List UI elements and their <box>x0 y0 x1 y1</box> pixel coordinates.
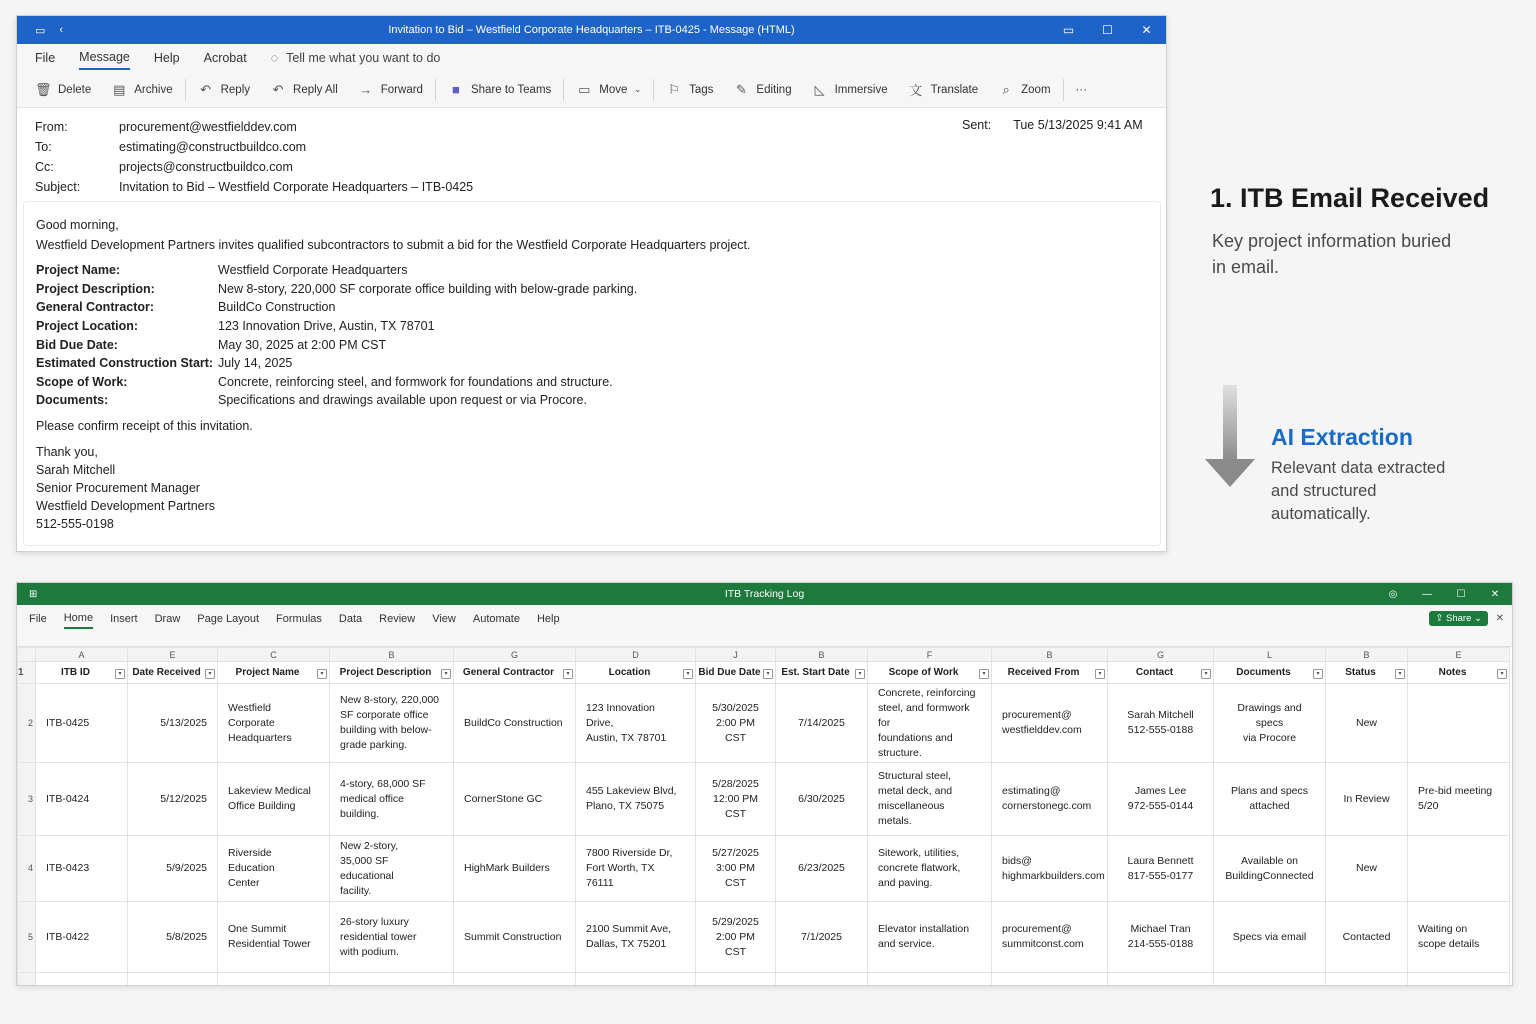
sent-row <box>962 118 1143 132</box>
signature-line: 512-555-0198 <box>36 516 114 531</box>
reply-button[interactable] <box>198 82 250 98</box>
table-cell[interactable]: 2100 Summit Ave, Dallas, TX 75201 <box>576 902 696 973</box>
project-field-row <box>36 335 1148 354</box>
table-cell[interactable]: 6/30/2025 <box>776 763 868 836</box>
message-header <box>17 108 1166 201</box>
table-cell[interactable] <box>36 973 128 987</box>
reply-all-icon: ↶ <box>272 81 284 97</box>
table-cell[interactable]: Summit Construction <box>454 902 576 973</box>
table-row <box>18 902 1510 973</box>
menu-message[interactable]: Message <box>79 46 130 70</box>
signature-line: Senior Procurement Manager <box>36 480 200 495</box>
table-cell[interactable]: One Summit Residential Tower <box>218 902 330 973</box>
reply-icon: ↶ <box>200 81 212 97</box>
column-letter-header[interactable]: B <box>992 648 1108 662</box>
table-cell[interactable]: 6/23/2025 <box>776 836 868 902</box>
zoom-button[interactable] <box>998 82 1050 98</box>
project-field-label: Bid Due Date: <box>36 337 118 352</box>
maximize-button[interactable]: ☐ <box>1102 23 1113 37</box>
ribbon-divider <box>563 79 564 101</box>
lightbulb-icon: ◌ <box>270 51 279 65</box>
project-field-row <box>36 391 1148 410</box>
project-field-row <box>36 373 1148 392</box>
project-field-label: Documents: <box>36 393 109 408</box>
column-letter-header[interactable]: A <box>36 648 128 662</box>
menu-file[interactable]: File <box>35 51 56 65</box>
table-cell[interactable]: Available on BuildingConnected <box>1214 836 1326 902</box>
table-cell[interactable]: CornerStone GC <box>454 763 576 836</box>
immersive-reader-icon: ◺ <box>814 81 825 97</box>
table-row <box>18 684 1510 763</box>
project-field-value: Concrete, reinforcing steel, and formwork for foundations and structure. <box>218 374 613 389</box>
filter-dropdown-icon[interactable]: ▾ <box>763 669 773 679</box>
excel-menu-help[interactable]: Help <box>536 613 560 625</box>
table-cell[interactable] <box>454 973 576 987</box>
filter-dropdown-icon[interactable]: ▾ <box>683 669 693 679</box>
table-cell[interactable]: 7800 Riverside Dr, Fort Worth, TX 76111 <box>576 836 696 902</box>
table-cell[interactable]: 5/9/2025 <box>128 836 218 902</box>
editing-label: Editing <box>756 83 792 96</box>
more-options-button[interactable]: ··· <box>1075 83 1088 96</box>
filter-dropdown-icon[interactable]: ▾ <box>441 669 451 679</box>
ribbon-divider <box>1063 79 1064 101</box>
filter-dropdown-icon[interactable]: ▾ <box>563 669 573 679</box>
to-address[interactable]: estimating@constructbuildco.com <box>119 140 307 154</box>
share-to-teams-button[interactable] <box>448 82 551 97</box>
table-cell[interactable]: ITB-0422 <box>36 902 128 973</box>
trash-icon: 🗑 <box>35 81 52 97</box>
table-cell[interactable]: New 8-story, 220,000 SF corporate office building with below- grade parking. <box>330 684 454 763</box>
table-cell[interactable] <box>330 973 454 987</box>
filter-dropdown-icon[interactable]: ▾ <box>1497 669 1507 679</box>
column-letter-header[interactable]: F <box>868 648 992 662</box>
ai-extraction-title: AI Extraction <box>1271 424 1413 450</box>
excel-menu-file[interactable]: File <box>29 613 47 625</box>
table-cell[interactable]: ITB-0424 <box>36 763 128 836</box>
column-header-cell <box>1326 662 1408 684</box>
table-cell[interactable]: 7/1/2025 <box>776 902 868 973</box>
table-cell[interactable]: Michael Tran 214-555-0188 <box>1108 902 1214 973</box>
menu-acrobat[interactable]: Acrobat <box>203 51 247 65</box>
column-header-label: Project Description <box>339 667 432 678</box>
folder-move-icon: ▭ <box>578 81 591 97</box>
project-field-row <box>36 317 1148 336</box>
table-cell[interactable]: Pre-bid meeting 5/20 <box>1408 763 1510 836</box>
share-button[interactable]: ⇪ Share ⌄ <box>1429 611 1488 626</box>
table-cell[interactable]: BuildCo Construction <box>454 684 576 763</box>
subject-text: Invitation to Bid – Westfield Corporate Headquarters – ITB-0425 <box>119 180 474 194</box>
column-header-label: Est. Start Date <box>781 667 850 678</box>
table-cell[interactable]: Riverside Education Center <box>218 836 330 902</box>
table-row <box>18 763 1510 836</box>
outlook-message-window <box>16 15 1167 552</box>
table-cell[interactable]: In Review <box>1326 763 1408 836</box>
column-header-cell <box>1108 662 1214 684</box>
translate-icon: 文 <box>909 83 923 98</box>
from-label: From: <box>35 120 68 134</box>
column-letter-header[interactable]: G <box>1108 648 1214 662</box>
table-cell[interactable]: 123 Innovation Drive, Austin, TX 78701 <box>576 684 696 763</box>
minimize-button[interactable]: — <box>1422 588 1432 600</box>
tags-button[interactable] <box>666 82 713 98</box>
immersive-reader-button[interactable] <box>812 82 888 98</box>
table-cell[interactable]: bids@ highmarkbuilders.com <box>992 836 1108 902</box>
magnifier-icon: ⌕ <box>1002 81 1010 97</box>
table-cell[interactable]: 26-story luxury residential tower with podium. <box>330 902 454 973</box>
column-header-cell <box>576 662 696 684</box>
chevron-down-icon: ⌄ <box>634 85 642 94</box>
column-header-cell <box>128 662 218 684</box>
table-cell[interactable]: New <box>1326 836 1408 902</box>
table-cell[interactable]: Sarah Mitchell 512-555-0188 <box>1108 684 1214 763</box>
table-cell[interactable] <box>776 973 868 987</box>
table-cell[interactable] <box>1214 973 1326 987</box>
outlook-title-bar <box>17 16 1166 44</box>
project-fields <box>36 261 1148 410</box>
table-cell[interactable]: 5/29/2025 2:00 PM CST <box>696 902 776 973</box>
table-cell[interactable] <box>992 973 1108 987</box>
excel-app-icon: ⊞ <box>29 588 38 600</box>
table-cell[interactable]: Westfield Corporate Headquarters <box>218 684 330 763</box>
filter-dropdown-icon[interactable]: ▾ <box>1095 669 1105 679</box>
table-cell[interactable]: Lakeview Medical Office Building <box>218 763 330 836</box>
ribbon-divider <box>435 79 436 101</box>
column-letter-header[interactable]: B <box>330 648 454 662</box>
column-header-label: Status <box>1345 667 1376 678</box>
column-header-cell <box>1214 662 1326 684</box>
excel-menu-formulas[interactable]: Formulas <box>276 613 322 625</box>
column-header-label: Notes <box>1438 667 1467 678</box>
table-cell[interactable]: Elevator installation and service. <box>868 902 992 973</box>
forward-arrow-icon: → <box>359 82 373 97</box>
column-header-cell <box>1408 662 1510 684</box>
table-cell[interactable] <box>1408 836 1510 902</box>
step-subtitle: Key project information buried in email. <box>1212 231 1452 277</box>
translate-label: Translate <box>930 83 979 96</box>
table-cell[interactable]: 7/14/2025 <box>776 684 868 763</box>
confirm-paragraph: Please confirm receipt of this invitation. <box>36 418 253 433</box>
to-label: To: <box>35 140 52 154</box>
column-letter-header[interactable]: D <box>576 648 696 662</box>
column-header-cell <box>868 662 992 684</box>
itb-tracking-table <box>17 647 1510 986</box>
filter-dropdown-icon[interactable]: ▾ <box>317 669 327 679</box>
filter-dropdown-icon[interactable]: ▾ <box>205 669 215 679</box>
excel-menu-automate[interactable]: Automate <box>472 613 520 625</box>
table-cell[interactable] <box>696 973 776 987</box>
greeting: Good morning, <box>36 218 119 232</box>
signature-block <box>36 443 1148 533</box>
project-field-row <box>36 354 1148 373</box>
row-number[interactable]: 5 <box>18 902 36 973</box>
column-header-cell <box>776 662 868 684</box>
restore-panel-icon[interactable]: ▭ <box>1062 23 1075 37</box>
column-header-label: Project Name <box>235 667 300 678</box>
delete-button[interactable] <box>35 82 91 98</box>
project-field-label: Project Name: <box>36 263 121 278</box>
cc-label: Cc: <box>35 160 54 174</box>
excel-menu-data[interactable]: Data <box>338 613 363 625</box>
project-field-value: BuildCo Construction <box>218 300 336 315</box>
from-address[interactable]: procurement@westfielddev.com <box>119 120 297 134</box>
column-header-label: Date Received <box>132 667 201 678</box>
table-cell[interactable]: 455 Lakeview Blvd, Plano, TX 75075 <box>576 763 696 836</box>
teams-icon: ■ <box>452 82 460 97</box>
share-icon: ⇪ <box>1435 613 1447 624</box>
column-header-cell <box>218 662 330 684</box>
archive-label: Archive <box>134 83 173 96</box>
column-letter-header[interactable]: G <box>454 648 576 662</box>
table-cell[interactable]: Plans and specs attached <box>1214 763 1326 836</box>
table-cell[interactable]: Waiting on scope details <box>1408 902 1510 973</box>
excel-title-bar <box>17 583 1512 605</box>
table-cell[interactable] <box>1326 973 1408 987</box>
excel-menu-draw[interactable]: Draw <box>154 613 181 625</box>
column-header-label: Location <box>608 667 651 678</box>
forward-button[interactable] <box>358 82 423 97</box>
down-arrow-icon <box>1205 385 1255 487</box>
excel-menu-home[interactable]: Home <box>64 609 93 629</box>
subject-label: Subject: <box>35 180 81 194</box>
signature-line: Thank you, <box>36 444 98 459</box>
table-row <box>18 836 1510 902</box>
table-cell[interactable]: 4-story, 68,000 SF medical office building. <box>330 763 454 836</box>
column-header-cell <box>696 662 776 684</box>
excel-menu-review[interactable]: Review <box>379 613 416 625</box>
outlook-ribbon <box>17 72 1166 108</box>
table-cell[interactable] <box>1408 684 1510 763</box>
filter-dropdown-icon[interactable]: ▾ <box>855 669 865 679</box>
project-field-label: Estimated Construction Start: <box>36 356 214 371</box>
column-letter-header[interactable]: J <box>696 648 776 662</box>
table-cell[interactable]: New <box>1326 684 1408 763</box>
table-cell[interactable]: 5/13/2025 <box>128 684 218 763</box>
ai-extraction-subtitle: Relevant data extracted and structured automatically. <box>1271 459 1446 523</box>
table-cell[interactable] <box>218 973 330 987</box>
table-cell[interactable]: 5/27/2025 3:00 PM CST <box>696 836 776 902</box>
subject-row <box>35 180 473 194</box>
project-field-row <box>36 261 1148 280</box>
filter-dropdown-icon[interactable]: ▾ <box>115 669 125 679</box>
column-header-label: Bid Due Date <box>698 667 761 678</box>
table-cell[interactable] <box>1408 973 1510 987</box>
column-header-label: Received From <box>1007 667 1080 678</box>
row-number[interactable]: 4 <box>18 836 36 902</box>
table-cell[interactable]: 5/12/2025 <box>128 763 218 836</box>
project-field-value: July 14, 2025 <box>218 356 293 371</box>
table-cell[interactable]: 5/28/2025 12:00 PM CST <box>696 763 776 836</box>
column-header-label: Scope of Work <box>888 667 959 678</box>
close-button[interactable]: ✕ <box>1141 23 1152 37</box>
ribbon-divider <box>653 79 654 101</box>
move-label: Move <box>599 83 628 96</box>
signature-line: Westfield Development Partners <box>36 498 216 513</box>
project-field-value: Specifications and drawings available upon request or via Procore. <box>218 393 587 408</box>
filter-dropdown-icon[interactable]: ▾ <box>1313 669 1323 679</box>
row-number[interactable]: 3 <box>18 763 36 836</box>
project-field-value: May 30, 2025 at 2:00 PM CST <box>218 337 387 352</box>
project-field-label: Scope of Work: <box>36 374 128 389</box>
step-title: 1. ITB Email Received <box>1210 183 1490 213</box>
column-header-cell <box>36 662 128 684</box>
table-cell[interactable]: Structural steel, metal deck, and miscellaneous metals. <box>868 763 992 836</box>
filter-dropdown-icon[interactable]: ▾ <box>1395 669 1405 679</box>
outlook-app-icon: ▭ <box>35 24 46 37</box>
column-header-label: Documents <box>1236 667 1291 678</box>
ribbon-divider <box>185 79 186 101</box>
table-cell[interactable]: procurement@ summitconst.com <box>992 902 1108 973</box>
immersive-label: Immersive <box>834 83 888 96</box>
excel-window-title: ITB Tracking Log <box>724 588 805 600</box>
project-field-value: New 8-story, 220,000 SF corporate office building with below-grade parking. <box>218 281 638 296</box>
excel-window <box>16 582 1513 986</box>
archive-button[interactable] <box>111 82 172 98</box>
translate-button[interactable] <box>908 80 979 99</box>
project-field-value: Westfield Corporate Headquarters <box>218 263 408 278</box>
table-cell[interactable] <box>1108 973 1214 987</box>
pen-icon: ✎ <box>735 81 747 97</box>
column-letter-header[interactable]: B <box>776 648 868 662</box>
excel-menu-bar <box>17 605 1512 633</box>
column-header-label: ITB ID <box>61 667 90 678</box>
share-label: Share <box>1446 613 1472 624</box>
table-cell[interactable]: Laura Bennett 817-555-0177 <box>1108 836 1214 902</box>
intro-paragraph: Westfield Development Partners invites qualified subcontractors to submit a bid for the Westfield Corporate Headquarters project. <box>36 238 751 252</box>
signature-line: Sarah Mitchell <box>36 462 116 477</box>
cc-row <box>35 160 293 174</box>
table-cell[interactable]: 5/30/2025 2:00 PM CST <box>696 684 776 763</box>
close-button[interactable]: ✕ <box>1490 588 1500 600</box>
sent-label: Sent: <box>962 118 992 132</box>
message-body <box>23 201 1161 546</box>
project-field-value: 123 Innovation Drive, Austin, TX 78701 <box>218 319 435 334</box>
menu-help[interactable]: Help <box>153 51 180 65</box>
copilot-icon[interactable]: ◎ <box>1388 588 1398 600</box>
excel-menu-view[interactable]: View <box>432 613 456 625</box>
table-cell[interactable]: Concrete, reinforcing steel, and formwork for foundations and structure. <box>868 684 992 763</box>
project-field-label: Project Description: <box>36 281 155 296</box>
table-cell[interactable]: James Lee 972-555-0144 <box>1108 763 1214 836</box>
reply-label: Reply <box>220 83 251 96</box>
outlook-menu-bar <box>17 44 1166 72</box>
excel-menu-insert[interactable]: Insert <box>110 613 138 625</box>
select-all-corner[interactable] <box>18 648 36 662</box>
move-button[interactable] <box>576 82 641 98</box>
row-number[interactable]: 1 <box>18 662 36 684</box>
column-header-cell <box>992 662 1108 684</box>
cc-address[interactable]: projects@constructbuildco.com <box>119 160 293 174</box>
close-ribbon-icon[interactable]: ✕ <box>1495 613 1504 624</box>
column-header-cell <box>454 662 576 684</box>
to-row <box>35 140 306 154</box>
sent-timestamp: Tue 5/13/2025 9:41 AM <box>1013 118 1143 132</box>
row-number[interactable]: 2 <box>18 684 36 763</box>
archive-icon: ▤ <box>113 81 126 97</box>
table-cell[interactable]: 5/8/2025 <box>128 902 218 973</box>
excel-ribbon-collapsed <box>17 633 1512 647</box>
share-teams-label: Share to Teams <box>470 83 552 96</box>
table-cell[interactable] <box>868 973 992 987</box>
table-cell[interactable]: Contacted <box>1326 902 1408 973</box>
table-cell[interactable] <box>128 973 218 987</box>
project-field-row <box>36 280 1148 299</box>
tell-me-label: Tell me what you want to do <box>286 51 441 65</box>
table-cell[interactable]: Sitework, utilities, concrete flatwork, and paving. <box>868 836 992 902</box>
column-letter-header[interactable]: L <box>1214 648 1326 662</box>
tags-label: Tags <box>689 83 714 96</box>
column-header-cell <box>330 662 454 684</box>
table-cell[interactable]: New 2-story, 35,000 SF educational facility. <box>330 836 454 902</box>
table-cell[interactable]: procurement@ westfielddev.com <box>992 684 1108 763</box>
reply-all-label: Reply All <box>293 83 338 96</box>
delete-label: Delete <box>58 83 92 96</box>
outlook-window-title: Invitation to Bid – Westfield Corporate Headquarters – ITB-0425 - Message (HTML) <box>388 24 795 36</box>
table-cell[interactable]: Drawings and specs via Procore <box>1214 684 1326 763</box>
table-cell[interactable] <box>576 973 696 987</box>
table-cell[interactable]: estimating@ cornerstonegc.com <box>992 763 1108 836</box>
column-letter-header[interactable]: E <box>128 648 218 662</box>
table-cell[interactable]: ITB-0425 <box>36 684 128 763</box>
filter-dropdown-icon[interactable]: ▾ <box>979 669 989 679</box>
from-row <box>35 120 297 134</box>
table-cell[interactable]: HighMark Builders <box>454 836 576 902</box>
column-letter-header[interactable]: E <box>1408 648 1510 662</box>
table-cell[interactable]: ITB-0423 <box>36 836 128 902</box>
row-number[interactable] <box>18 973 36 987</box>
editing-button[interactable] <box>733 82 791 98</box>
empty-row <box>18 973 1510 987</box>
column-header-label: General Contractor <box>462 667 555 678</box>
column-header-label: Contact <box>1135 667 1174 678</box>
tell-me-search[interactable] <box>271 51 441 65</box>
back-icon[interactable]: ‹ <box>59 24 64 36</box>
column-letter-header[interactable]: C <box>218 648 330 662</box>
maximize-button[interactable]: ☐ <box>1456 588 1466 600</box>
reply-all-button[interactable] <box>270 82 338 98</box>
excel-menu-page-layout[interactable]: Page Layout <box>197 613 260 625</box>
flag-icon: ⚐ <box>668 81 680 97</box>
filter-dropdown-icon[interactable]: ▾ <box>1201 669 1211 679</box>
forward-label: Forward <box>380 83 423 96</box>
project-field-label: General Contractor: <box>36 300 155 315</box>
column-letter-header[interactable]: B <box>1326 648 1408 662</box>
zoom-label: Zoom <box>1021 83 1051 96</box>
table-cell[interactable]: Specs via email <box>1214 902 1326 973</box>
project-field-row <box>36 298 1148 317</box>
project-field-label: Project Location: <box>36 319 139 334</box>
